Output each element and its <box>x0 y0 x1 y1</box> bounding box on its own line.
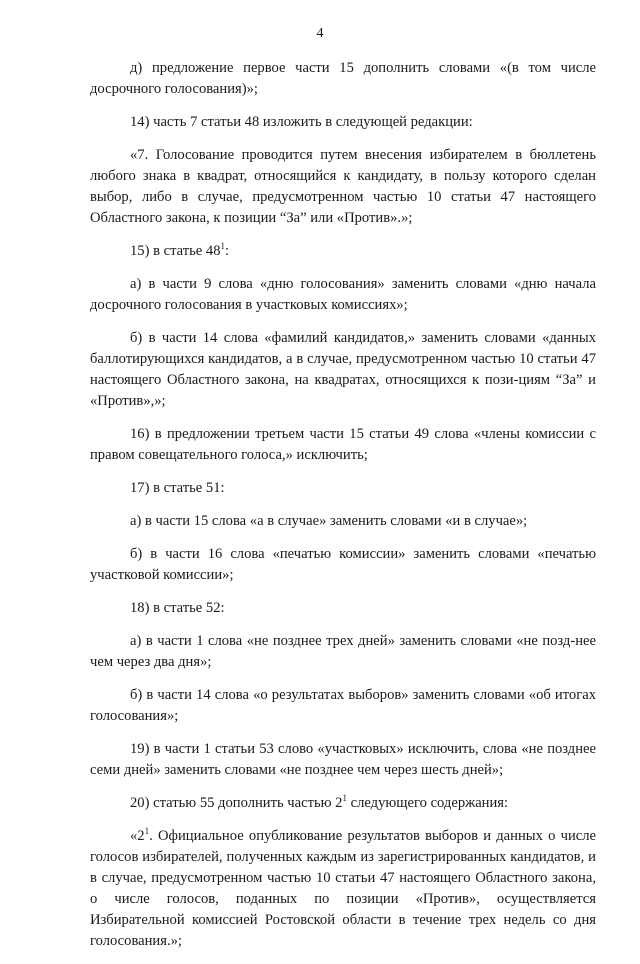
paragraph-1: д) предложение первое части 15 дополнить словами «(в том числе досрочного голосования)»; <box>90 60 596 97</box>
paragraph-8: 17) в статье 51: <box>130 480 225 496</box>
paragraph-5: а) в части 9 слова «дню голосования» заменить словами «дню начала досрочного голосования в участковых комиссиях»; <box>90 276 596 313</box>
superscript: 1 <box>220 241 226 252</box>
paragraph-3: «7. Голосование проводится путем внесения избирателем в бюллетень любого знака в квадрат, относящийся к кандидату, в пользу которого сделан выбор, либо в случае, предусмотренном частью 10 статьи 47 настоящего Областного закона, к позиции “За” или «Против».»; <box>90 147 596 226</box>
paragraph-6: б) в части 14 слова «фамилий кандидатов,» заменить словами «данных баллотирующихся кандидатов, а в случае, предусмотренном частью 10 статьи 47 настоящего Областного закона, на квадратах, относящихся к пози-циям “За” и «Против»,»; <box>90 330 596 409</box>
page-number: 4 <box>316 26 324 41</box>
paragraph-2: 14) часть 7 статьи 48 изложить в следующей редакции: <box>130 114 473 130</box>
paragraph-4-tail: : <box>225 243 230 259</box>
superscript: 1 <box>144 826 150 837</box>
paragraph-4-text: 15) в статье 48 <box>130 243 221 259</box>
paragraph-4 <box>90 241 596 262</box>
paragraph-15-tail: следующего содержания: <box>346 795 509 811</box>
paragraph-16-tail: . Официальное опубликование результатов выборов и данных о числе голосов избирателей, полученных каждым из зарегистрированных кандидатов, и в случае, предусмотренном частью 10 статьи 47 настоящего Областного закона, о числе голосов, поданных по позиции «Против», осуществляется Избирательной комиссией Ростовской области в течение трех недель со дня голосования.»; <box>90 828 596 949</box>
paragraph-11: 18) в статье 52: <box>130 600 225 616</box>
paragraph-12: а) в части 1 слова «не позднее трех дней» заменить словами «не позд-нее чем через два дня»; <box>90 633 596 670</box>
paragraph-14: 19) в части 1 статьи 53 слово «участковых» исключить, слова «не позднее семи дней» заменить словами «не позднее чем через шесть дней»; <box>90 741 596 778</box>
superscript: 1 <box>342 793 347 804</box>
paragraph-15 <box>90 793 596 814</box>
paragraph-16-text: «2 <box>130 828 145 844</box>
paragraph-10: б) в части 16 слова «печатью комиссии» заменить словами «печатью участковой комиссии»; <box>90 546 596 583</box>
paragraph-16 <box>90 826 596 952</box>
paragraph-7: 16) в предложении третьем части 15 статьи 49 слова «члены комиссии с правом совещательного голоса,» исключить; <box>90 426 596 463</box>
document-body <box>90 58 596 964</box>
paragraph-9: а) в части 15 слова «а в случае» заменить словами «и в случае»; <box>130 513 528 529</box>
paragraph-13: б) в части 14 слова «о результатах выборов» заменить словами «об итогах голосования»; <box>90 687 596 724</box>
paragraph-15-text: 20) статью 55 дополнить частью 2 <box>130 795 343 811</box>
